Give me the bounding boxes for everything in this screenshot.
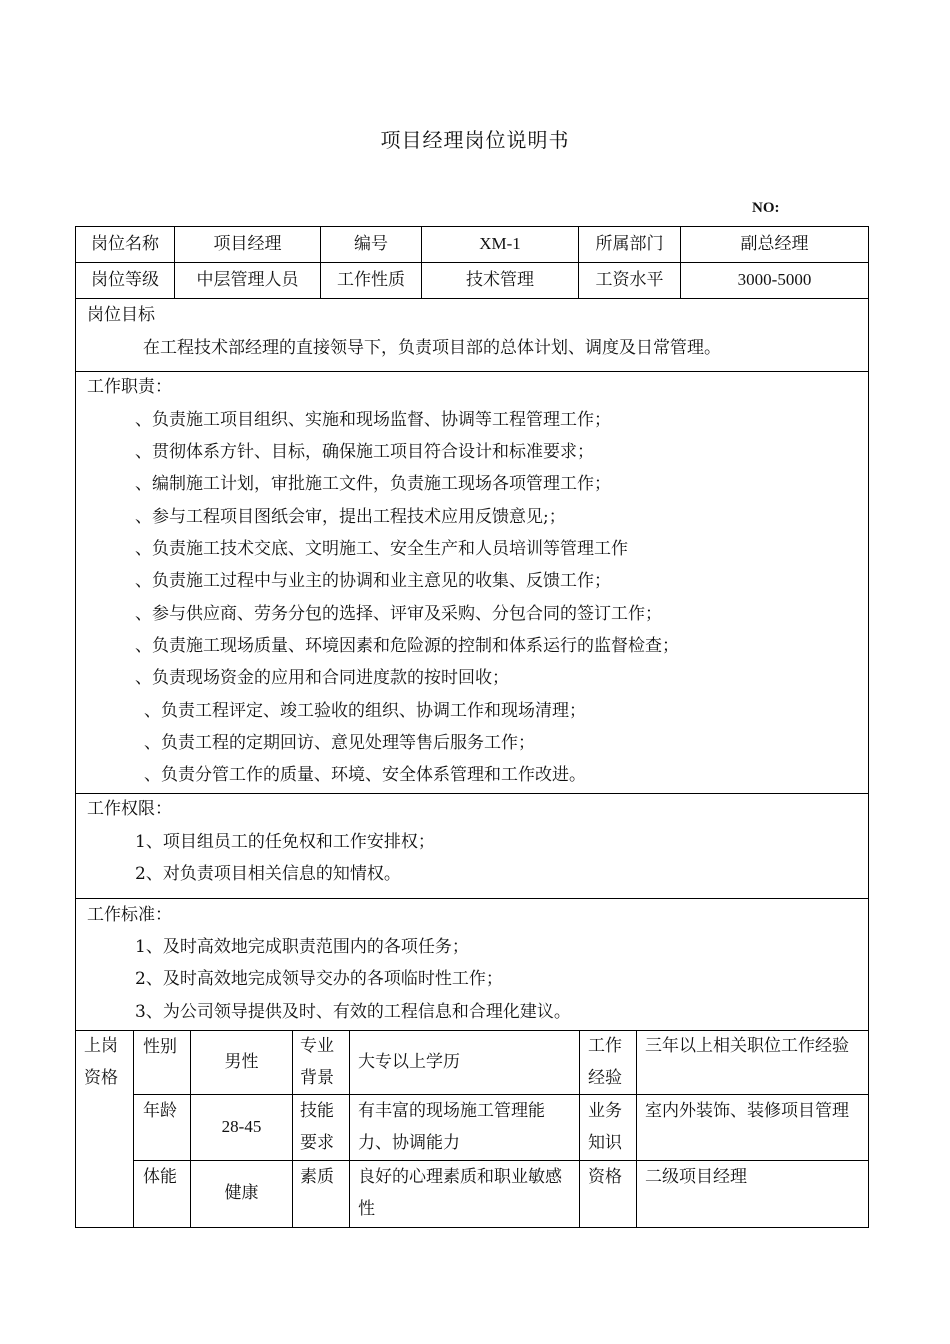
- duty-item: 、负责工程的定期回访、意见处理等售后服务工作；: [144, 733, 535, 753]
- physical-value: 健康: [224, 1183, 259, 1203]
- row-divider: [75, 898, 869, 899]
- authority-item: 2、对负责项目相关信息的知情权。: [135, 864, 401, 884]
- major-label: 专业背景: [300, 1036, 334, 1088]
- goal-heading: 岗位目标: [87, 305, 155, 325]
- duty-item: 、负责施工技术交底、文明施工、安全生产和人员培训等管理工作: [135, 539, 628, 559]
- age-label: 年龄: [143, 1101, 177, 1121]
- row-divider: [75, 793, 869, 794]
- skill-label: 技能要求: [300, 1101, 334, 1153]
- duties-heading: 工作职责：: [87, 377, 172, 397]
- knowledge-label: 业务知识: [588, 1101, 622, 1153]
- duty-item: 、负责现场资金的应用和合同进度款的按时回收；: [135, 668, 509, 688]
- position-name-value: 项目经理: [213, 234, 282, 254]
- duty-item: 、参与工程项目图纸会审，提出工程技术应用反馈意见;；: [135, 507, 566, 527]
- major-value: 大专以上学历: [358, 1052, 460, 1072]
- certificate-label: 资格: [588, 1167, 622, 1187]
- gender-label: 性别: [143, 1037, 177, 1057]
- grade-value: 中层管理人员: [196, 270, 299, 290]
- goal-text: 在工程技术部经理的直接领导下，负责项目部的总体计划、调度及日常管理。: [143, 338, 721, 358]
- quality-value: 良好的心理素质和职业敏感性: [358, 1167, 562, 1219]
- salary-label: 工资水平: [595, 270, 664, 290]
- document-number-label: NO:: [752, 200, 780, 216]
- standard-item: 2、及时高效地完成领导交办的各项临时性工作；: [135, 969, 503, 989]
- physical-label: 体能: [143, 1167, 177, 1187]
- duty-item: 、负责施工项目组织、实施和现场监督、协调等工程管理工作；: [135, 410, 611, 430]
- column-divider: [292, 1030, 293, 1228]
- experience-label: 工作经验: [588, 1036, 622, 1088]
- salary-value: 3000-5000: [737, 270, 812, 289]
- column-divider: [636, 1030, 637, 1228]
- department-value: 副总经理: [740, 234, 809, 254]
- duty-item: 、编制施工计划，审批施工文件，负责施工现场各项管理工作；: [135, 474, 611, 494]
- experience-value: 三年以上相关职位工作经验: [645, 1036, 849, 1056]
- column-divider: [579, 1030, 580, 1228]
- column-divider: [349, 1030, 350, 1228]
- department-label: 所属部门: [595, 234, 664, 254]
- code-value: XM-1: [479, 234, 521, 253]
- nature-label: 工作性质: [337, 270, 405, 290]
- gender-value: 男性: [224, 1052, 259, 1072]
- code-label: 编号: [354, 234, 388, 254]
- duty-item: 、贯彻体系方针、目标，确保施工项目符合设计和标准要求；: [135, 442, 594, 462]
- duty-item: 、负责工程评定、竣工验收的组织、协调工作和现场清理；: [144, 701, 586, 721]
- nature-value: 技术管理: [466, 270, 534, 290]
- qualifications-label: 上岗资格: [84, 1036, 118, 1088]
- duty-item: 、负责分管工作的质量、环境、安全体系管理和工作改进。: [144, 765, 586, 785]
- standard-item: 3、为公司领导提供及时、有效的工程信息和合理化建议。: [135, 1002, 571, 1022]
- column-divider: [133, 1030, 134, 1228]
- age-value: 28-45: [221, 1117, 262, 1136]
- row-divider: [75, 262, 869, 263]
- duty-item: 、参与供应商、劳务分包的选择、评审及采购、分包合同的签订工作；: [135, 604, 662, 624]
- quality-label: 素质: [300, 1167, 334, 1187]
- standards-heading: 工作标准：: [87, 905, 172, 925]
- authority-item: 1、项目组员工的任免权和工作安排权；: [135, 832, 435, 852]
- skill-value: 有丰富的现场施工管理能力、协调能力: [358, 1101, 545, 1153]
- row-divider: [75, 298, 869, 299]
- grade-label: 岗位等级: [91, 270, 159, 290]
- duty-item: 、负责施工过程中与业主的协调和业主意见的收集、反馈工作；: [135, 571, 611, 591]
- row-divider: [75, 371, 869, 372]
- position-name-label: 岗位名称: [91, 234, 159, 254]
- page-title: 项目经理岗位说明书: [380, 128, 570, 152]
- knowledge-value: 室内外装饰、装修项目管理: [645, 1101, 849, 1121]
- standard-item: 1、及时高效地完成职责范围内的各项任务；: [135, 937, 469, 957]
- authority-heading: 工作权限：: [87, 799, 172, 819]
- duty-item: 、负责施工现场质量、环境因素和危险源的控制和体系运行的监督检查；: [135, 636, 679, 656]
- certificate-value: 二级项目经理: [645, 1167, 747, 1187]
- job-description-table: [75, 226, 869, 1228]
